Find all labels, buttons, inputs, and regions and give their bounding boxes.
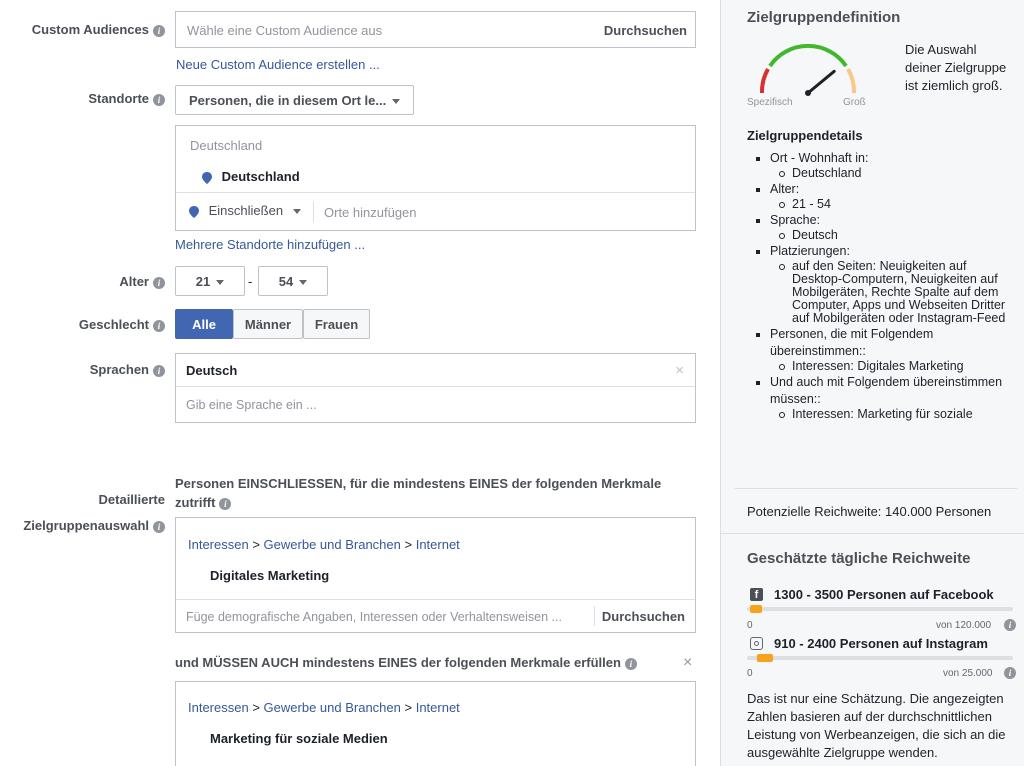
info-icon[interactable]: i	[625, 658, 637, 670]
gender-label	[10, 317, 165, 332]
breadcrumb	[188, 537, 460, 552]
languages-label	[10, 362, 165, 377]
breadcrumb	[188, 700, 460, 715]
breadcrumb-internet[interactable]: Internet	[415, 537, 460, 552]
divider	[735, 488, 1017, 489]
add-multiple-locations-link[interactable]: Mehrere Standorte hinzufügen ...	[175, 237, 366, 252]
location-pin-icon	[202, 172, 212, 184]
close-icon[interactable]: ×	[675, 362, 684, 379]
divider	[176, 192, 695, 193]
age-label	[10, 274, 165, 289]
info-icon[interactable]: i	[153, 365, 165, 377]
detailed-label-line2	[10, 518, 165, 533]
gender-label-text: Geschlecht	[78, 317, 149, 332]
custom-audiences-label-text: Custom Audiences	[31, 22, 149, 37]
breadcrumb-separator: >	[404, 537, 413, 552]
breadcrumb-interests[interactable]: Interessen	[188, 700, 249, 715]
facebook-min: 0	[747, 620, 753, 631]
interest-search-input[interactable]: Füge demografische Angaben, Interessen oder Verhaltensweisen ...	[186, 610, 562, 624]
must-match-description	[175, 655, 637, 670]
detail-sub-item: Deutschland	[770, 167, 1018, 180]
instagram-lens	[754, 641, 759, 646]
facebook-icon: f	[750, 588, 763, 601]
include-description-line2-text: zutrifft	[175, 495, 216, 510]
info-icon[interactable]: i	[153, 320, 165, 332]
divider	[176, 599, 695, 600]
interest-group-1	[175, 517, 696, 633]
detail-item	[748, 243, 1018, 325]
gauge-middle-arc	[770, 46, 846, 66]
info-icon[interactable]: i	[219, 498, 231, 510]
location-country-header: Deutschland	[190, 138, 263, 153]
details-title: Zielgruppendetails	[747, 128, 863, 143]
gauge-specific-arc	[762, 69, 768, 93]
breadcrumb-internet[interactable]: Internet	[415, 700, 460, 715]
info-icon[interactable]: i	[153, 25, 165, 37]
detail-sub-item: auf den Seiten: Neuigkeiten auf Desktop-Computern, Neuigkeiten auf Mobilgeräten, Rechte Spalte auf dem Computer, Apps und Webseiten Dritter auf Mobilgeräten oder Instagram-Feed	[770, 260, 1018, 325]
create-custom-audience-link[interactable]: Neue Custom Audience erstellen ...	[176, 57, 380, 72]
detailed-label-line1: Detaillierte	[98, 492, 165, 507]
custom-audiences-label	[10, 22, 165, 37]
detail-label: Sprache:	[770, 213, 821, 227]
detail-item	[748, 326, 1018, 373]
detail-sub-item: Deutsch	[770, 229, 1018, 242]
age-dash: -	[248, 274, 253, 289]
locations-label	[10, 91, 165, 106]
age-label-text: Alter	[119, 274, 149, 289]
close-icon[interactable]: ×	[683, 654, 693, 671]
selected-interest[interactable]: Marketing für soziale Medien	[210, 731, 388, 746]
info-icon[interactable]: i	[153, 94, 165, 106]
breadcrumb-separator: >	[404, 700, 413, 715]
gauge-left-label: Spezifisch	[747, 97, 793, 108]
gender-female-button[interactable]: Frauen	[303, 309, 370, 339]
location-type-value: Personen, die in diesem Ort le...	[189, 93, 387, 108]
divider	[176, 386, 695, 387]
facebook-reach-bar	[750, 605, 762, 613]
info-icon[interactable]: i	[1004, 619, 1016, 631]
detail-item	[748, 150, 1018, 180]
location-box	[175, 125, 696, 231]
chevron-down-icon	[216, 280, 224, 285]
instagram-reach-text: 910 - 2400 Personen auf Instagram	[774, 636, 988, 651]
daily-reach-title: Geschätzte tägliche Reichweite	[747, 550, 971, 567]
detail-label: Alter:	[770, 182, 800, 196]
detail-label: Personen, die mit Folgendem übereinstimmen::	[770, 327, 934, 358]
audience-details-list	[748, 150, 1018, 422]
detail-item	[748, 374, 1018, 421]
info-icon[interactable]: i	[153, 521, 165, 533]
chevron-down-icon	[392, 99, 400, 104]
gauge-pivot	[805, 90, 811, 96]
chevron-down-icon	[293, 209, 301, 214]
language-box	[175, 353, 696, 423]
chevron-down-icon	[299, 280, 307, 285]
gauge-broad-arc	[848, 69, 854, 93]
detail-label: Platzierungen:	[770, 244, 850, 258]
breadcrumb-industry[interactable]: Gewerbe und Branchen	[263, 537, 401, 552]
estimate-note: Das ist nur eine Schätzung. Die angezeigten Zahlen basieren auf der durchschnittlichen Leistung von Werbeanzeigen, die sich an die ausgewählte Zielgruppe wenden.	[747, 691, 1006, 760]
definition-title: Zielgruppendefinition	[747, 9, 901, 26]
detail-sub-item: 21 - 54	[770, 198, 1018, 211]
gauge-needle	[808, 71, 834, 93]
include-description	[175, 474, 695, 512]
detail-item	[748, 212, 1018, 242]
detail-label: Ort - Wohnhaft in:	[770, 151, 869, 165]
instagram-min: 0	[747, 668, 753, 679]
detail-sub-item: Interessen: Marketing für soziale	[770, 408, 1018, 421]
gender-male-button[interactable]: Männer	[233, 309, 303, 339]
gauge-description: Die Auswahl deiner Zielgruppe ist ziemlich groß.	[905, 42, 1007, 93]
selected-location[interactable]	[202, 169, 300, 184]
gauge-right-label: Groß	[843, 97, 866, 108]
interest-browse-button[interactable]: Durchsuchen	[601, 609, 685, 624]
location-pin-icon	[189, 206, 199, 218]
language-input[interactable]: Gib eine Sprache ein ...	[186, 398, 317, 412]
divider	[594, 606, 595, 626]
custom-audience-placeholder: Wähle eine Custom Audience aus	[187, 23, 383, 38]
breadcrumb-separator: >	[252, 700, 260, 715]
divider	[313, 202, 314, 222]
selected-interest[interactable]: Digitales Marketing	[210, 568, 330, 583]
include-dropdown-text: Einschließen	[208, 203, 284, 218]
age-min-value: 21	[195, 274, 211, 289]
custom-audience-input[interactable]	[175, 11, 696, 48]
instagram-reach-bar	[757, 654, 773, 662]
breadcrumb-industry[interactable]: Gewerbe und Branchen	[263, 700, 401, 715]
languages-label-text: Sprachen	[89, 362, 149, 377]
must-match-description-text: und MÜSSEN AUCH mindestens EINES der folgenden Merkmale erfüllen	[175, 655, 621, 670]
detailed-label-line2-text: Zielgruppenauswahl	[23, 518, 149, 533]
breadcrumb-interests[interactable]: Interessen	[188, 537, 249, 552]
instagram-icon	[750, 637, 763, 650]
include-description-line1: Personen EINSCHLIESSEN, für die mindestens EINES der folgenden Merkmale	[175, 476, 662, 491]
include-dropdown[interactable]	[189, 203, 301, 218]
interest-group-2	[175, 681, 696, 766]
instagram-reach-track	[747, 656, 1013, 660]
add-location-input[interactable]: Orte hinzufügen	[324, 205, 417, 220]
detail-label: Und auch mit Folgendem übereinstimmen müssen::	[770, 375, 1003, 406]
location-type-dropdown[interactable]	[175, 85, 414, 115]
facebook-max: von 120.000	[936, 620, 992, 631]
potential-reach: Potenzielle Reichweite: 140.000 Personen	[747, 504, 992, 519]
selected-location-text: Deutschland	[221, 169, 300, 184]
selected-language: Deutsch	[186, 363, 238, 378]
instagram-max: von 25.000	[943, 668, 993, 679]
gender-all-button[interactable]: Alle	[175, 309, 233, 339]
custom-audience-browse-button[interactable]: Durchsuchen	[603, 23, 687, 38]
breadcrumb-separator: >	[252, 537, 260, 552]
detail-item	[748, 181, 1018, 211]
age-max-dropdown[interactable]	[258, 266, 328, 296]
audience-size-gauge	[752, 38, 864, 100]
info-icon[interactable]: i	[153, 277, 165, 289]
include-description-line2	[175, 493, 695, 512]
facebook-reach-track	[747, 607, 1013, 611]
info-icon[interactable]: i	[1004, 667, 1016, 679]
age-min-dropdown[interactable]	[175, 266, 245, 296]
age-max-value: 54	[278, 274, 294, 289]
detail-sub-item: Interessen: Digitales Marketing	[770, 360, 1018, 373]
locations-label-text: Standorte	[88, 91, 149, 106]
facebook-reach-text: 1300 - 3500 Personen auf Facebook	[774, 587, 994, 602]
divider	[721, 533, 1024, 534]
